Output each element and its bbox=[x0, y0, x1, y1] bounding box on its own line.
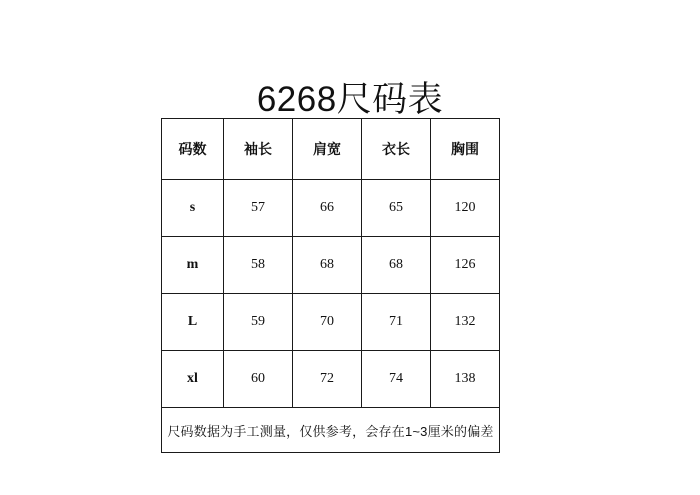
column-header-sleeve: 袖长 bbox=[224, 119, 293, 180]
cell-shoulder: 66 bbox=[293, 180, 362, 237]
column-header-length: 衣长 bbox=[362, 119, 431, 180]
cell-shoulder: 72 bbox=[293, 351, 362, 408]
cell-shoulder: 70 bbox=[293, 294, 362, 351]
cell-sleeve: 57 bbox=[224, 180, 293, 237]
cell-sleeve: 58 bbox=[224, 237, 293, 294]
page-title: 6268尺码表 bbox=[256, 80, 444, 119]
cell-shoulder: 68 bbox=[293, 237, 362, 294]
cell-size-code: xl bbox=[162, 351, 224, 408]
table-row bbox=[162, 180, 500, 237]
table-row bbox=[162, 294, 500, 351]
size-chart-table bbox=[161, 118, 500, 453]
measurement-disclaimer: 尺码数据为手工测量，仅供参考，会存在1~3厘米的偏差 bbox=[162, 408, 500, 453]
column-header-code: 码数 bbox=[162, 119, 224, 180]
cell-length: 74 bbox=[362, 351, 431, 408]
cell-length: 71 bbox=[362, 294, 431, 351]
cell-size-code: m bbox=[162, 237, 224, 294]
cell-bust: 138 bbox=[431, 351, 500, 408]
cell-bust: 132 bbox=[431, 294, 500, 351]
table-footnote-row bbox=[162, 408, 500, 453]
cell-length: 65 bbox=[362, 180, 431, 237]
table-row bbox=[162, 237, 500, 294]
column-header-bust: 胸围 bbox=[431, 119, 500, 180]
cell-length: 68 bbox=[362, 237, 431, 294]
column-header-shoulder: 肩宽 bbox=[293, 119, 362, 180]
cell-sleeve: 60 bbox=[224, 351, 293, 408]
table-header-row bbox=[162, 119, 500, 180]
table-row bbox=[162, 351, 500, 408]
cell-size-code: s bbox=[162, 180, 224, 237]
cell-bust: 126 bbox=[431, 237, 500, 294]
cell-sleeve: 59 bbox=[224, 294, 293, 351]
cell-bust: 120 bbox=[431, 180, 500, 237]
cell-size-code: L bbox=[162, 294, 224, 351]
